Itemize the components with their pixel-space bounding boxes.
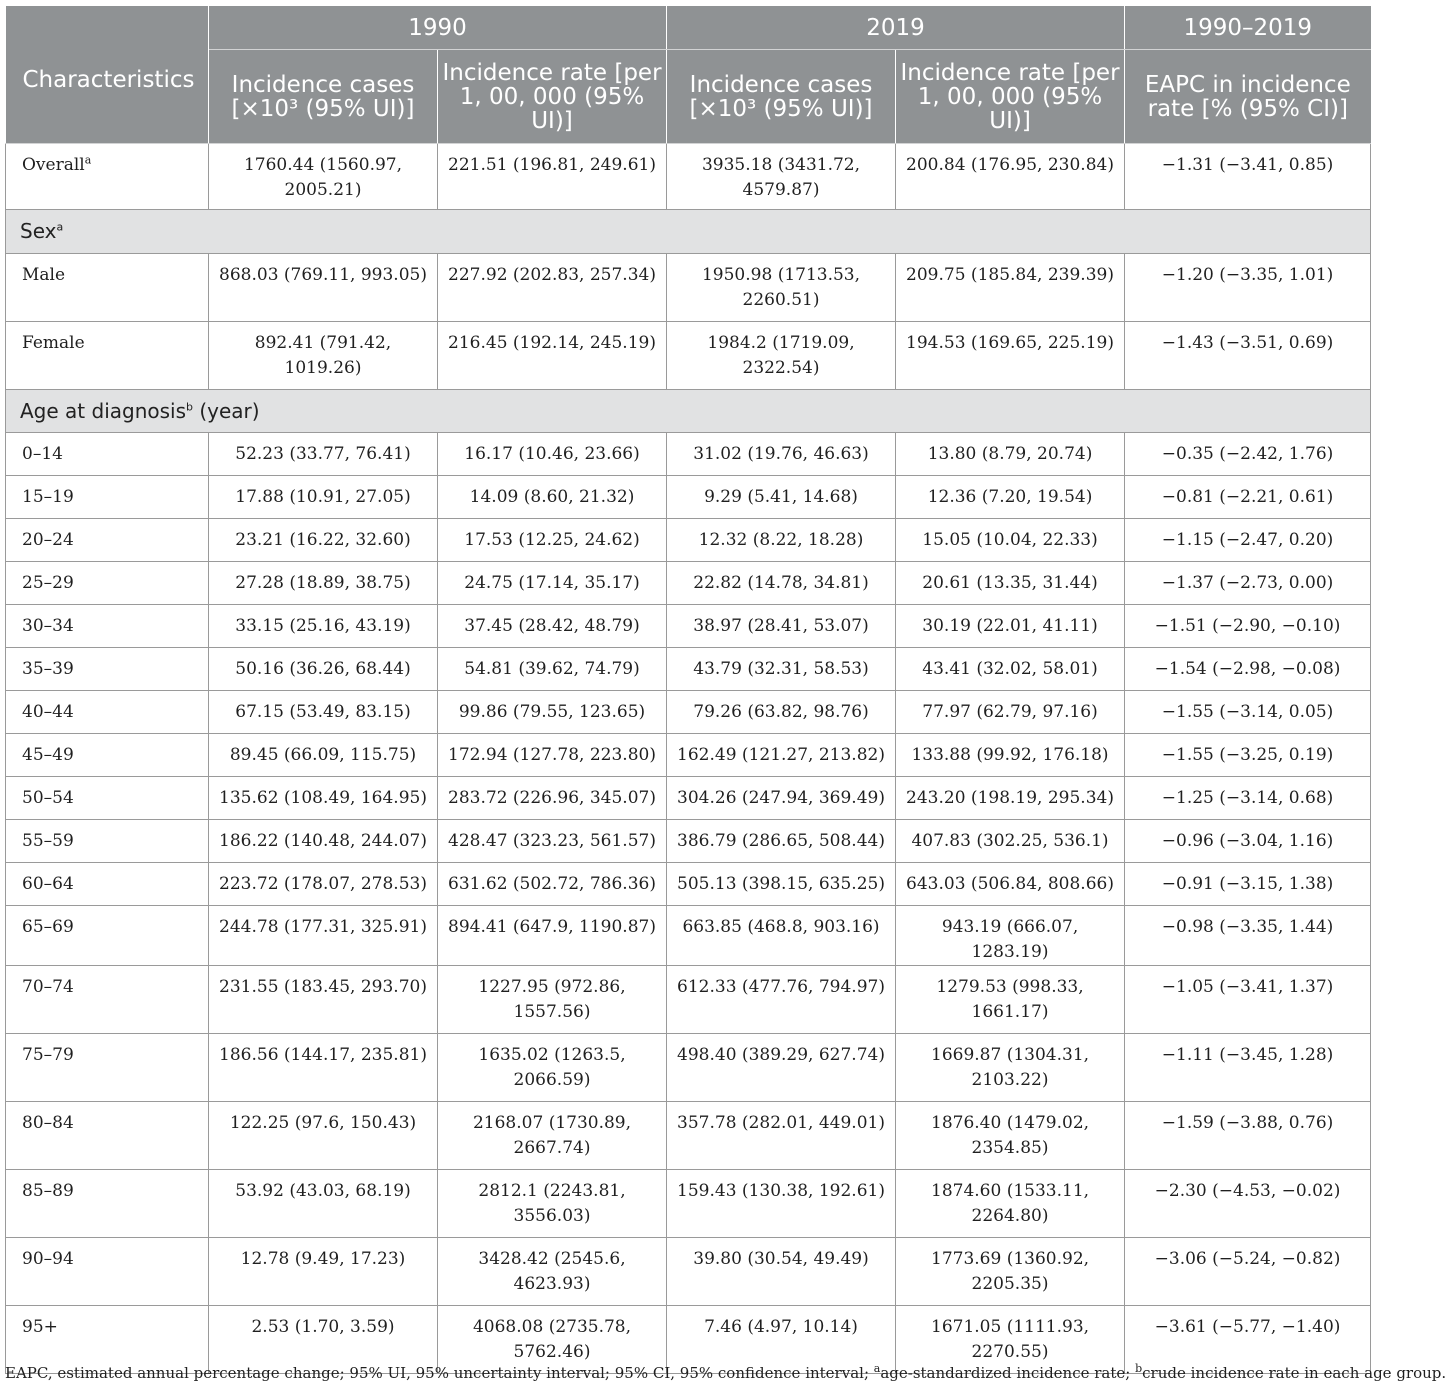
table-cell: 2812.1 (2243.81, 3556.03) [438,1170,667,1238]
table-cell: 172.94 (127.78, 223.80) [438,734,667,777]
table-row [6,562,1371,605]
row-label [6,322,209,390]
row-label-text: 70–74 [22,977,74,997]
table-cell: 89.45 (66.09, 115.75) [209,734,438,777]
table-cell: 868.03 (769.11, 993.05) [209,254,438,322]
table-cell: 43.79 (32.31, 58.53) [667,648,896,691]
table-cell: 1773.69 (1360.92, 2205.35) [896,1238,1125,1306]
section-age-text: Age at diagnosis [20,398,187,423]
table-cell: 1876.40 (1479.02, 2354.85) [896,1102,1125,1170]
row-label-text: 25–29 [22,573,74,593]
table-row [6,144,1371,210]
table-cell: 122.25 (97.6, 150.43) [209,1102,438,1170]
table-cell: 39.80 (30.54, 49.49) [667,1238,896,1306]
table-cell: 15.05 (10.04, 22.33) [896,519,1125,562]
table-cell: 209.75 (185.84, 239.39) [896,254,1125,322]
table-row [6,777,1371,820]
table-row [6,254,1371,322]
header-cases-1990: Incidence cases [×10³ (95% UI)] [209,50,438,144]
table-cell: 7.46 (4.97, 10.14) [667,1306,896,1374]
header-rate-1990: Incidence rate [per 1, 00, 000 (95% UI)] [438,50,667,144]
row-label-text: 40–44 [22,702,74,722]
table-cell: 200.84 (176.95, 230.84) [896,144,1125,210]
row-label-text: Overall [22,155,85,175]
table-cell: 31.02 (19.76, 46.63) [667,433,896,476]
row-label [6,1170,209,1238]
table-cell: 38.97 (28.41, 53.07) [667,605,896,648]
table-cell: 3428.42 (2545.6, 4623.93) [438,1238,667,1306]
row-label [6,1238,209,1306]
row-label [6,691,209,734]
table-row [6,863,1371,906]
row-label [6,734,209,777]
row-label-text: 35–39 [22,659,74,679]
table-cell: 407.83 (302.25, 536.1) [896,820,1125,863]
table-row [6,322,1371,390]
row-label-text: 30–34 [22,616,74,636]
table-cell: 50.16 (36.26, 68.44) [209,648,438,691]
row-label [6,433,209,476]
table-cell: 20.61 (13.35, 31.44) [896,562,1125,605]
footnote-text-b: crude incidence rate in each age group. [1142,1364,1446,1382]
table-cell: 22.82 (14.78, 34.81) [667,562,896,605]
table-cell: 612.33 (477.76, 794.97) [667,966,896,1034]
row-label-text: 90–94 [22,1249,74,1269]
table-cell: 2.53 (1.70, 3.59) [209,1306,438,1374]
table-cell: 663.85 (468.8, 903.16) [667,906,896,966]
table-cell: 52.23 (33.77, 76.41) [209,433,438,476]
table-cell: 13.80 (8.79, 20.74) [896,433,1125,476]
incidence-table [5,6,1371,1374]
table-cell: 133.88 (99.92, 176.18) [896,734,1125,777]
row-label-text: 60–64 [22,874,74,894]
footnote-text-main: EAPC, estimated annual percentage change; 95% UI, 95% uncertainty interval; 95% CI, 95% confidence interval; [5,1364,874,1382]
table-row [6,1102,1371,1170]
table-cell: 27.28 (18.89, 38.75) [209,562,438,605]
table-cell: 37.45 (28.42, 48.79) [438,605,667,648]
table-row [6,1170,1371,1238]
table-cell: 67.15 (53.49, 83.15) [209,691,438,734]
section-sex [6,210,1371,254]
table-row [6,433,1371,476]
row-label [6,966,209,1034]
table-cell: 159.43 (130.38, 192.61) [667,1170,896,1238]
row-label-text: 65–69 [22,917,74,937]
row-label [6,144,209,210]
row-label [6,476,209,519]
table-row [6,605,1371,648]
table-cell: −1.15 (−2.47, 0.20) [1125,519,1371,562]
row-label [6,1102,209,1170]
table-cell: 194.53 (169.65, 225.19) [896,322,1125,390]
section-age-sup: b [186,399,193,413]
table-cell: 186.22 (140.48, 244.07) [209,820,438,863]
header-eapc: EAPC in incidence rate [% (95% CI)] [1125,50,1371,144]
row-label-text: 55–59 [22,831,74,851]
table-cell: 1950.98 (1713.53, 2260.51) [667,254,896,322]
section-age-text-post: (year) [193,398,260,423]
table-cell: 33.15 (25.16, 43.19) [209,605,438,648]
table-cell: 54.81 (39.62, 74.79) [438,648,667,691]
section-sex-label [6,210,1371,254]
table-cell: 99.86 (79.55, 123.65) [438,691,667,734]
table-cell: 244.78 (177.31, 325.91) [209,906,438,966]
table-cell: 17.88 (10.91, 27.05) [209,476,438,519]
table-cell: −1.55 (−3.25, 0.19) [1125,734,1371,777]
table-cell: −1.51 (−2.90, −0.10) [1125,605,1371,648]
table-cell: 428.47 (323.23, 561.57) [438,820,667,863]
table-row [6,966,1371,1034]
row-label-text: 80–84 [22,1113,74,1133]
table-cell: 14.09 (8.60, 21.32) [438,476,667,519]
table-cell: 9.29 (5.41, 14.68) [667,476,896,519]
table-cell: 1279.53 (998.33, 1661.17) [896,966,1125,1034]
section-age [6,390,1371,433]
table-cell: −1.43 (−3.51, 0.69) [1125,322,1371,390]
table-cell: 24.75 (17.14, 35.17) [438,562,667,605]
table-cell: 227.92 (202.83, 257.34) [438,254,667,322]
table-cell: 943.19 (666.07, 1283.19) [896,906,1125,966]
table-row [6,1238,1371,1306]
table-cell: −0.91 (−3.15, 1.38) [1125,863,1371,906]
footnote-text-a: age-standardized incidence rate; [880,1364,1136,1382]
table-cell: 1671.05 (1111.93, 2270.55) [896,1306,1125,1374]
table-cell: 892.41 (791.42, 1019.26) [209,322,438,390]
table-cell: −3.06 (−5.24, −0.82) [1125,1238,1371,1306]
table-row [6,519,1371,562]
row-label [6,562,209,605]
row-label [6,863,209,906]
row-label [6,777,209,820]
table-cell: 223.72 (178.07, 278.53) [209,863,438,906]
table-cell: −1.54 (−2.98, −0.08) [1125,648,1371,691]
table-cell: 4068.08 (2735.78, 5762.46) [438,1306,667,1374]
table-cell: 498.40 (389.29, 627.74) [667,1034,896,1102]
table-cell: 2168.07 (1730.89, 2667.74) [438,1102,667,1170]
incidence-table-container [5,6,1370,1374]
row-label-text: Male [22,265,66,285]
table-cell: 1874.60 (1533.11, 2264.80) [896,1170,1125,1238]
row-label-sup: a [84,153,92,167]
table-row [6,1034,1371,1102]
table-row [6,906,1371,966]
row-label [6,254,209,322]
row-label-text: 85–89 [22,1181,74,1201]
table-cell: 357.78 (282.01, 449.01) [667,1102,896,1170]
table-cell: 1760.44 (1560.97, 2005.21) [209,144,438,210]
table-cell: 1227.95 (972.86, 1557.56) [438,966,667,1034]
table-footnote [5,1362,1446,1382]
header-rate-2019: Incidence rate [per 1, 00, 000 (95% UI)] [896,50,1125,144]
table-row [6,476,1371,519]
table-cell: −1.37 (−2.73, 0.00) [1125,562,1371,605]
row-label [6,605,209,648]
table-cell: 1669.87 (1304.31, 2103.22) [896,1034,1125,1102]
table-cell: −1.11 (−3.45, 1.28) [1125,1034,1371,1102]
row-label [6,519,209,562]
table-row [6,820,1371,863]
table-row [6,691,1371,734]
table-cell: 1984.2 (1719.09, 2322.54) [667,322,896,390]
table-cell: 631.62 (502.72, 786.36) [438,863,667,906]
row-label-text: 15–19 [22,487,74,507]
row-label [6,1034,209,1102]
row-label-text: Female [22,333,85,353]
table-cell: 12.36 (7.20, 19.54) [896,476,1125,519]
row-label-text: 50–54 [22,788,74,808]
table-cell: −1.59 (−3.88, 0.76) [1125,1102,1371,1170]
header-group-range: 1990–2019 [1125,6,1371,50]
row-label-text: 75–79 [22,1045,74,1065]
table-cell: −1.05 (−3.41, 1.37) [1125,966,1371,1034]
table-cell: 186.56 (144.17, 235.81) [209,1034,438,1102]
table-cell: 12.32 (8.22, 18.28) [667,519,896,562]
footnote-sup-b: b [1135,1362,1143,1375]
table-cell: −1.25 (−3.14, 0.68) [1125,777,1371,820]
table-cell: 53.92 (43.03, 68.19) [209,1170,438,1238]
table-cell: −1.55 (−3.14, 0.05) [1125,691,1371,734]
table-cell: 643.03 (506.84, 808.66) [896,863,1125,906]
table-cell: −1.20 (−3.35, 1.01) [1125,254,1371,322]
header-group-2019: 2019 [667,6,1125,50]
table-cell: −1.31 (−3.41, 0.85) [1125,144,1371,210]
table-cell: 505.13 (398.15, 635.25) [667,863,896,906]
table-cell: 30.19 (22.01, 41.11) [896,605,1125,648]
header-characteristics: Characteristics [6,6,209,144]
table-cell: −0.98 (−3.35, 1.44) [1125,906,1371,966]
header-group-1990: 1990 [209,6,667,50]
table-cell: 894.41 (647.9, 1190.87) [438,906,667,966]
table-cell: −0.96 (−3.04, 1.16) [1125,820,1371,863]
section-sex-sup: a [56,220,64,234]
table-cell: 23.21 (16.22, 32.60) [209,519,438,562]
table-cell: 16.17 (10.46, 23.66) [438,433,667,476]
table-cell: 79.26 (63.82, 98.76) [667,691,896,734]
footnote-sup-a: a [873,1362,881,1375]
row-label-text: 20–24 [22,530,74,550]
table-cell: −2.30 (−4.53, −0.02) [1125,1170,1371,1238]
table-cell: 43.41 (32.02, 58.01) [896,648,1125,691]
table-cell: 162.49 (121.27, 213.82) [667,734,896,777]
row-label [6,906,209,966]
table-cell: 12.78 (9.49, 17.23) [209,1238,438,1306]
table-cell: 386.79 (286.65, 508.44) [667,820,896,863]
header-cases-2019: Incidence cases [×10³ (95% UI)] [667,50,896,144]
section-age-label [6,390,1371,433]
row-label [6,648,209,691]
table-cell: 243.20 (198.19, 295.34) [896,777,1125,820]
table-cell: −0.81 (−2.21, 0.61) [1125,476,1371,519]
row-label-text: 95+ [22,1317,58,1337]
table-cell: −3.61 (−5.77, −1.40) [1125,1306,1371,1374]
table-cell: 221.51 (196.81, 249.61) [438,144,667,210]
section-sex-text: Sex [20,219,57,243]
table-cell: 283.72 (226.96, 345.07) [438,777,667,820]
table-cell: 135.62 (108.49, 164.95) [209,777,438,820]
row-label [6,820,209,863]
table-cell: 231.55 (183.45, 293.70) [209,966,438,1034]
table-cell: −0.35 (−2.42, 1.76) [1125,433,1371,476]
table-cell: 1635.02 (1263.5, 2066.59) [438,1034,667,1102]
table-row [6,734,1371,777]
table-cell: 3935.18 (3431.72, 4579.87) [667,144,896,210]
table-row [6,648,1371,691]
table-cell: 304.26 (247.94, 369.49) [667,777,896,820]
table-cell: 77.97 (62.79, 97.16) [896,691,1125,734]
row-label-text: 45–49 [22,745,74,765]
row-label-text: 0–14 [22,444,63,464]
table-cell: 216.45 (192.14, 245.19) [438,322,667,390]
table-cell: 17.53 (12.25, 24.62) [438,519,667,562]
